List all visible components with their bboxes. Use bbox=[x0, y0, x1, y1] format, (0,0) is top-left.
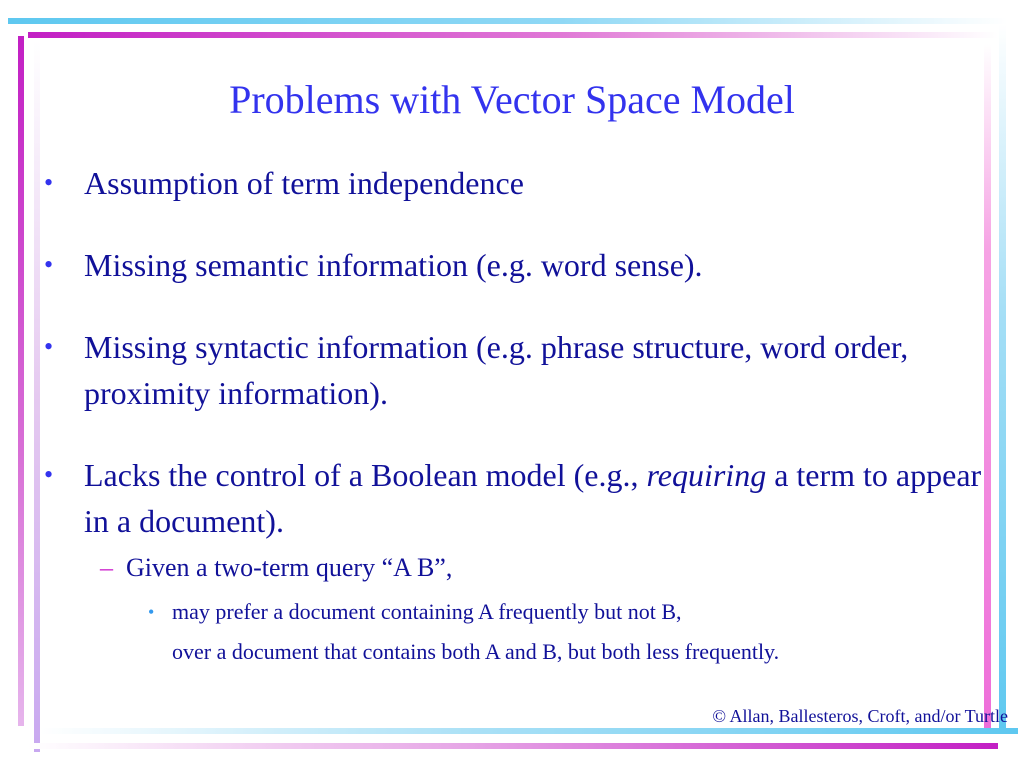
bullet-marker: • bbox=[44, 168, 54, 197]
frame-bar-top-magenta bbox=[28, 32, 998, 38]
bullet-marker: • bbox=[44, 250, 54, 279]
frame-bar-left-magenta bbox=[18, 36, 24, 726]
sub-bullet-text: Given a two-term query “A B”, bbox=[126, 553, 453, 582]
frame-bar-bottom-cyan bbox=[40, 728, 1018, 734]
sub-bullet-marker: • bbox=[148, 602, 155, 622]
bullet-text: Missing semantic information (e.g. word sense). bbox=[84, 247, 703, 283]
frame-bar-bottom-magenta bbox=[28, 743, 998, 749]
bullet-marker: • bbox=[44, 460, 54, 489]
bullet-text: Assumption of term independence bbox=[84, 165, 524, 201]
bullet-text-end: a term to appear in a document). bbox=[84, 457, 982, 539]
sub-bullet-item bbox=[44, 550, 984, 586]
footer-copyright: © Allan, Ballesteros, Croft, and/or Turtle bbox=[712, 706, 1008, 726]
sub-sub-bullet-line-2: over a document that contains both A and B, but both less frequently. bbox=[172, 639, 780, 664]
frame-bar-top-cyan bbox=[8, 18, 1008, 24]
bullet-item bbox=[44, 452, 984, 544]
frame-bar-right-cyan bbox=[999, 24, 1006, 734]
sub-sub-bullet-line-1: may prefer a document containing A frequently but not B, bbox=[172, 599, 682, 624]
dash-marker: – bbox=[100, 553, 113, 582]
bullet-item bbox=[44, 242, 984, 288]
bullet-item bbox=[44, 160, 984, 206]
frame-bar-right-pink bbox=[984, 44, 991, 728]
bullet-list bbox=[44, 160, 984, 672]
bullet-item bbox=[44, 324, 984, 416]
slide-title: Problems with Vector Space Model bbox=[229, 77, 795, 122]
bullet-text-emphasis: requiring bbox=[646, 457, 767, 493]
sub-sub-bullet-item bbox=[44, 592, 984, 672]
bullet-text-start: Lacks the control of a Boolean model (e.g., bbox=[84, 457, 647, 493]
bullet-marker: • bbox=[44, 332, 54, 361]
frame-bar-left-violet bbox=[34, 40, 40, 752]
bullet-text: Missing syntactic information (e.g. phrase structure, word order, proximity information). bbox=[84, 329, 909, 411]
